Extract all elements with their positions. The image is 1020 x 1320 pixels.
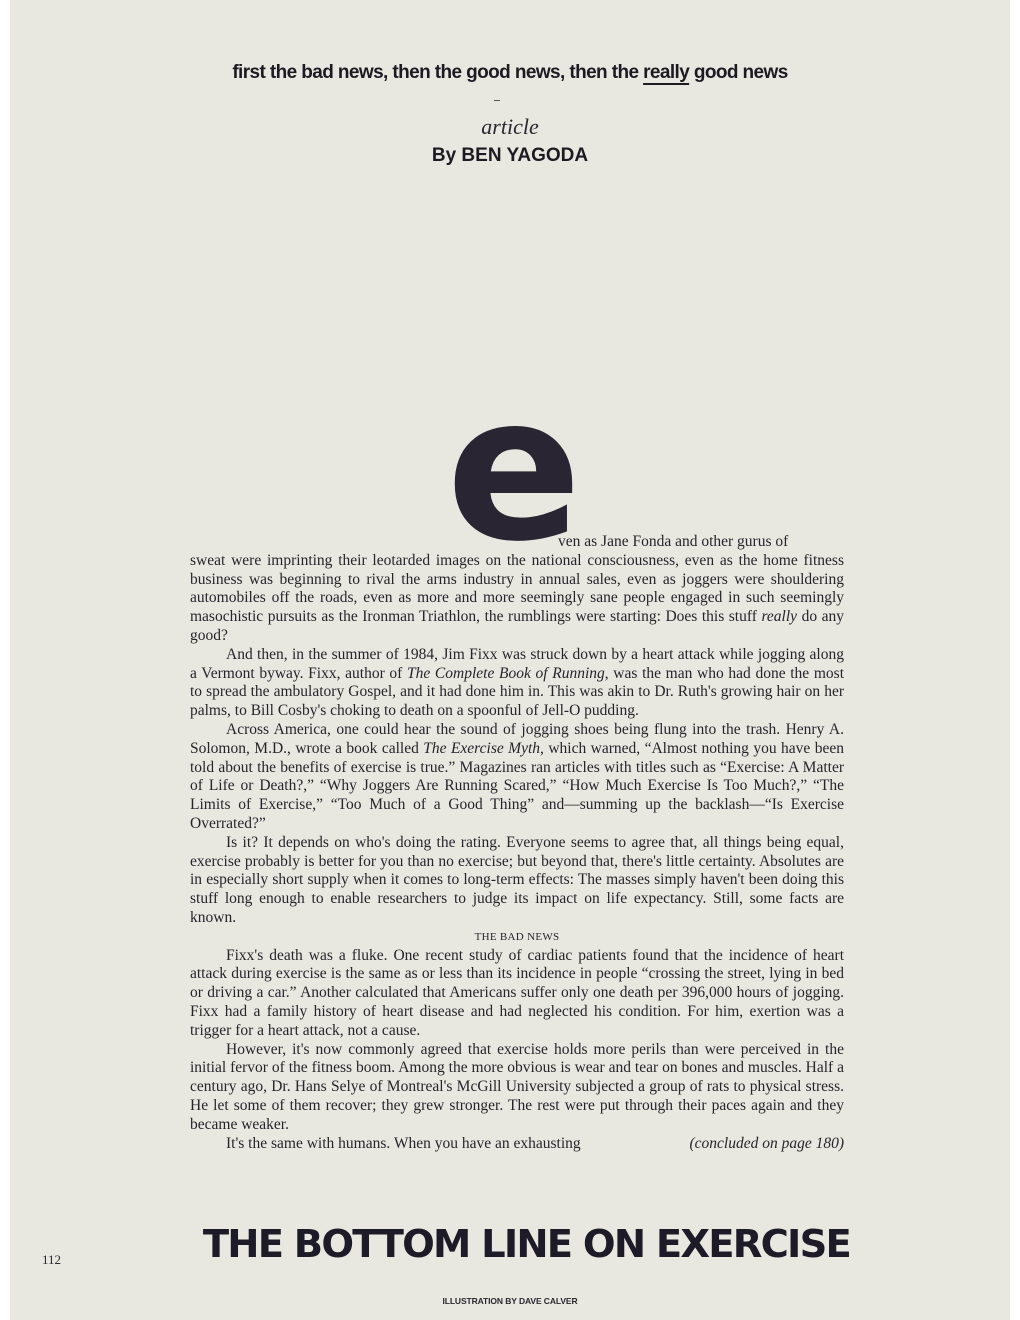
book-title-complete-book-of-running: The Complete Book of Running [407,664,605,682]
article-headline: THE BOTTOM LINE ON EXERCISE [202,1222,850,1267]
magazine-page [10,0,1010,1320]
paragraph-2-text-b: , was the man who had done the most to spread the ambulatory Gospel, and it had done him in. This was akin to Dr. Ruth's growing hair on her palms, to Bill Cosby's choking to death on a spoonful of Jell-O pudding. [190,664,844,720]
tagline-underlined-word: really [643,62,690,83]
paragraph-3-text-a: Across America, one could hear the sound of jogging shoes being flung into the trash. Henry A. Solomon, M.D., wrote a book called [190,720,844,757]
continued-on-page: (concluded on page 180) [689,1134,844,1152]
paragraph-3 [190,721,844,834]
tagline-part-1: first the bad news, then the good news, then the [232,62,644,83]
tagline [10,62,1010,84]
paragraph-1-text-a: sweat were imprinting their leotarded images on the national consciousness, even as the home fitness business was beginning to rival the arms industry in annual sales, even as joggers were shouldering automobiles off the roads, even as more and more seemingly sane people engaged in such seemingly masochistic pursuits as the Ironman Triathlon, the rumblings were starting: Does this stuff [190,551,844,626]
byline: By BEN YAGODA [431,145,589,166]
article-body [190,533,844,1153]
paragraph-3-text-b: , which warned, “Almost nothing you have been told about the benefits of exercise is true.” Magazines ran articles with titles such as “Exercise: A Matter of Life or Death?,” “Why Joggers Are Running Scared,” “How Much Exercise Is Too Much?,” “The Limits of Exercise,” “Too Much of a Good Thing” and—summing up the backlash—“Is Exercise Overrated?” [190,739,844,832]
paragraph-1 [190,533,844,646]
book-title-exercise-myth: The Exercise Myth [423,739,541,757]
paragraph-1-italic: really [761,608,798,626]
paragraph-1-text-b: do any good? [190,608,844,644]
paragraph-2-text-a: And then, in the summer of 1984, Jim Fixx was struck down by a heart attack while jogging along a Vermont byway. Fixx, author of [190,645,844,682]
dropcap-glyph: e [446,412,582,546]
paragraph-7 [190,1135,844,1154]
tagline-part-2: good news [689,62,788,83]
paragraph-2 [190,646,844,721]
paragraph-1-first-line: ven as Jane Fonda and other gurus of [558,533,789,550]
dropcap-letter-e [424,412,604,546]
paragraph-4: Is it? It depends on who's doing the rating. Everyone seems to agree that, all things being equal, exercise probably is better for you than no exercise; but beyond that, there's little certainty. Absolutes are in especially short supply when it comes to long-term effects: The masses simply haven't been doing this stuff long enough to enable researchers to judge its impact on life expectancy. Still, some facts are known. [190,833,844,926]
section-kicker: article [481,114,539,139]
illustration-credit: ILLUSTRATION BY DAVE CALVER [442,1296,578,1306]
subhead-bad-news: THE BAD NEWS [474,930,560,943]
paragraph-6: However, it's now commonly agreed that exercise holds more perils than were perceived in the initial fervor of the fitness boom. Among the more obvious is wear and tear on bones and muscles. Half a century ago, Dr. Hans Selye of Montreal's McGill University subjected a group of rats to physical stress. He let some of them recover; they grew stronger. The rest were put through their paces again and they became weaker. [190,1040,844,1133]
paragraph-5: Fixx's death was a fluke. One recent study of cardiac patients found that the incidence of heart attack during exercise is the same as or less than its incidence in people “crossing the street, lying in bed or driving a car.” Another calculated that Americans suffer only one death per 396,000 hours of jogging. Fixx had a family history of heart disease and had neglected his condition. For him, exertion was a trigger for a heart attack, not a cause. [190,946,844,1039]
page-number: 112 [42,1252,62,1267]
paragraph-7-text: It's the same with humans. When you have an exhausting [226,1134,581,1152]
ornament-dash [494,100,500,101]
